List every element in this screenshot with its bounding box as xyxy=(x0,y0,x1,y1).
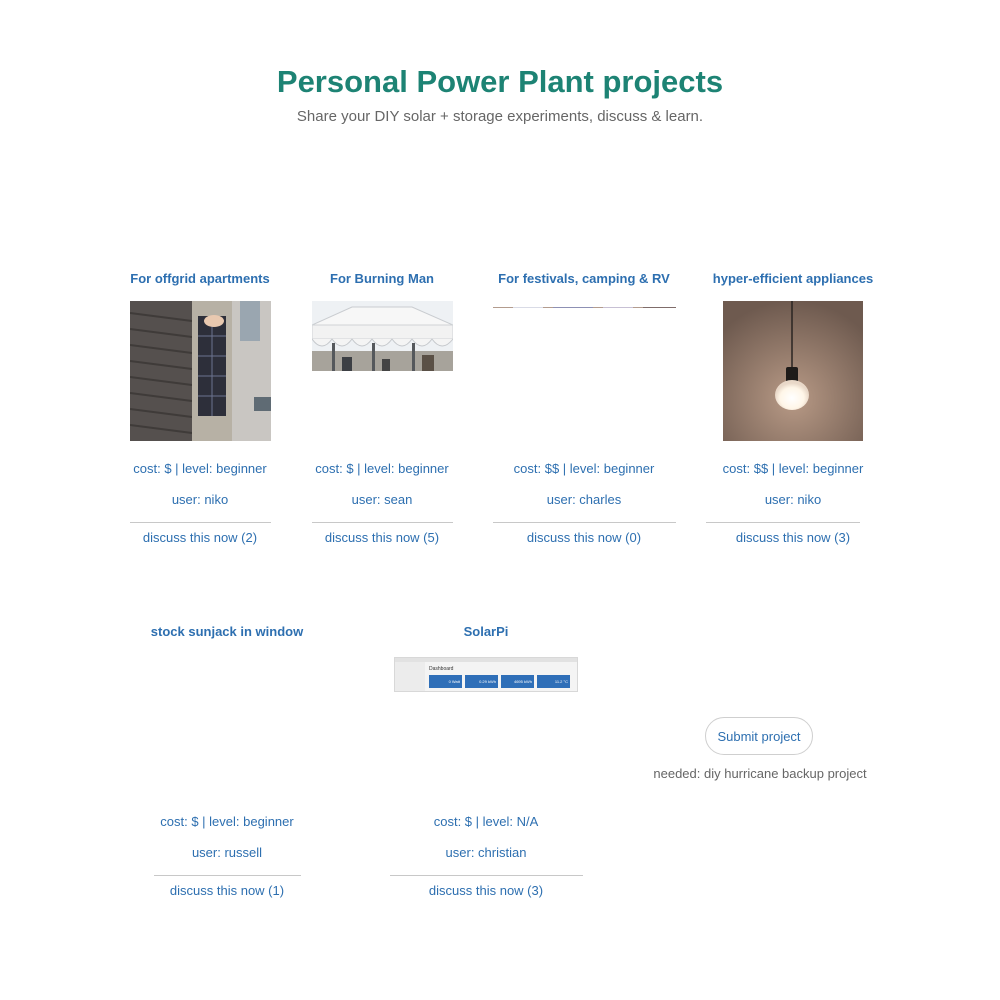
project-thumbnail[interactable] xyxy=(493,301,676,308)
project-thumbnail[interactable] xyxy=(130,301,271,441)
project-title-link[interactable]: hyper-efficient appliances xyxy=(712,271,874,286)
dashboard-tile-value: 11.2 °C xyxy=(554,679,568,684)
project-card-stock-sunjack xyxy=(147,624,307,904)
tent-image xyxy=(312,301,453,377)
divider xyxy=(312,522,453,523)
project-title-link[interactable]: For offgrid apartments xyxy=(130,271,270,286)
page-title: Personal Power Plant projects xyxy=(276,64,724,99)
project-card-burning-man xyxy=(302,271,462,551)
dashboard-tile-temperature xyxy=(537,675,570,688)
divider xyxy=(706,522,860,523)
discuss-link[interactable]: discuss this now (1) xyxy=(169,883,285,898)
project-user: user: niko xyxy=(764,492,822,507)
project-title-link[interactable]: For Burning Man xyxy=(330,271,434,286)
project-cost-level: cost: $$ | level: beginner xyxy=(722,461,864,476)
divider xyxy=(493,522,676,523)
discuss-link[interactable]: discuss this now (2) xyxy=(142,530,258,545)
dashboard-tile-value: 0 Watt xyxy=(448,679,460,684)
dashboard-tile-value: 4695 kWh xyxy=(513,679,532,684)
discuss-link[interactable]: discuss this now (3) xyxy=(735,530,851,545)
project-card-festivals-camping-rv xyxy=(484,271,684,551)
project-thumbnail[interactable] xyxy=(312,301,453,377)
project-title-link[interactable]: stock sunjack in window xyxy=(150,624,304,639)
project-cost-level: cost: $ | level: N/A xyxy=(433,814,539,829)
divider xyxy=(154,875,301,876)
project-user: user: christian xyxy=(445,845,527,860)
light-bulb-image xyxy=(723,301,863,441)
project-user: user: charles xyxy=(546,492,622,507)
project-card-offgrid-apartments xyxy=(120,271,280,551)
dashboard-tile-value: 0.29 kWh xyxy=(479,679,496,684)
project-cost-level: cost: $ | level: beginner xyxy=(133,461,267,476)
project-user: user: russell xyxy=(191,845,263,860)
project-cost-level: cost: $ | level: beginner xyxy=(315,461,449,476)
submit-project-button[interactable]: Submit project xyxy=(705,717,813,755)
dashboard-tile-power xyxy=(429,675,462,688)
festival-image xyxy=(493,307,676,308)
project-cost-level: cost: $$ | level: beginner xyxy=(513,461,655,476)
discuss-link[interactable]: discuss this now (5) xyxy=(324,530,440,545)
dashboard-heading: Dashboard xyxy=(429,666,454,672)
divider xyxy=(390,875,583,876)
divider xyxy=(130,522,271,523)
project-cost-level: cost: $ | level: beginner xyxy=(160,814,294,829)
project-thumbnail[interactable] xyxy=(723,301,863,441)
project-user: user: sean xyxy=(351,492,413,507)
dashboard-tile-total xyxy=(501,675,534,688)
discuss-link[interactable]: discuss this now (3) xyxy=(428,883,544,898)
project-title-link[interactable]: For festivals, camping & RV xyxy=(498,271,670,286)
page-subtitle: Share your DIY solar + storage experiments, discuss & learn. xyxy=(296,108,704,125)
project-card-solarpi xyxy=(386,624,586,904)
page-header xyxy=(0,62,1000,126)
needed-project-note: needed: diy hurricane backup project xyxy=(653,766,867,781)
project-user: user: niko xyxy=(171,492,229,507)
project-thumbnail[interactable] xyxy=(394,657,578,692)
project-card-hyper-efficient-appliances xyxy=(706,271,880,551)
project-thumbnail[interactable] xyxy=(157,653,298,656)
dashboard-sidebar xyxy=(395,662,425,692)
project-title-link[interactable]: SolarPi xyxy=(463,624,509,639)
dashboard-tile-energy xyxy=(465,675,498,688)
discuss-link[interactable]: discuss this now (0) xyxy=(526,530,642,545)
solar-balcony-image xyxy=(130,301,271,441)
